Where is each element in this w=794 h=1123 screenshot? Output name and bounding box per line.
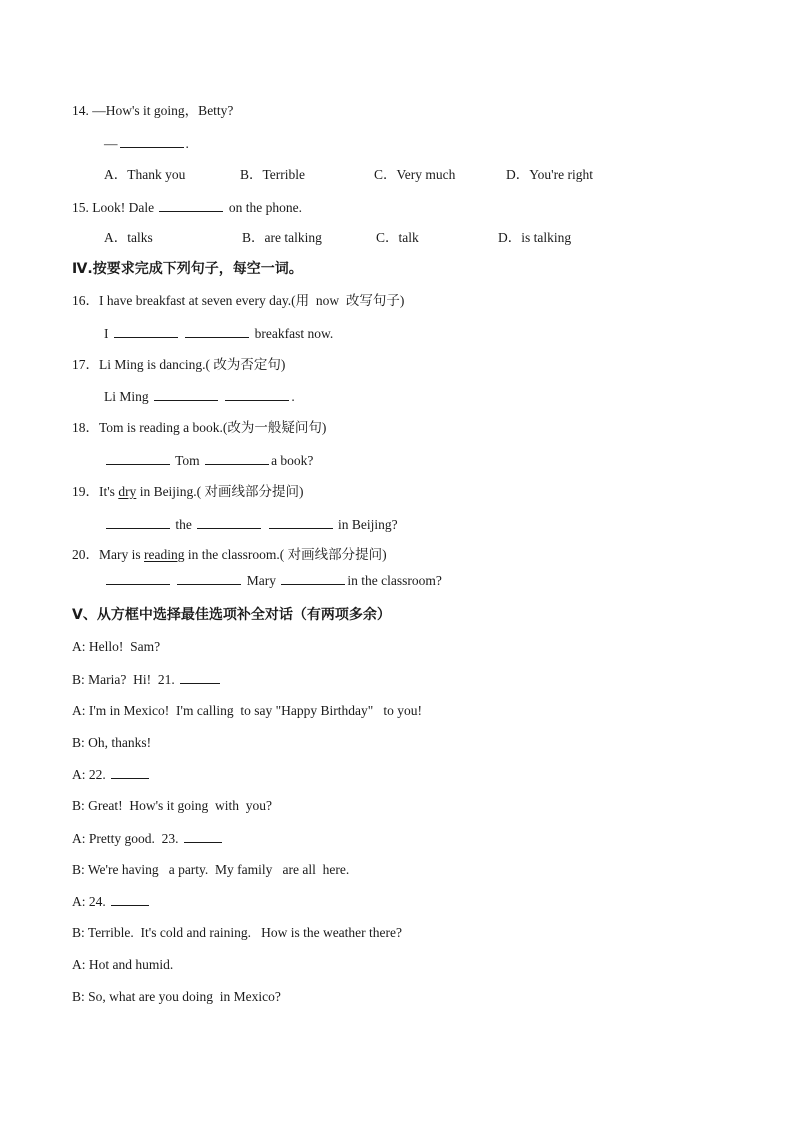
answer-blank[interactable] xyxy=(114,324,178,338)
option-b[interactable]: B．Terrible xyxy=(240,167,306,182)
question-14-answer-line xyxy=(104,134,189,153)
dialogue-line: A: Hot and humid. xyxy=(72,957,174,972)
option-d[interactable]: D．You're right xyxy=(506,167,593,182)
option-c[interactable]: C．Very much xyxy=(374,167,456,182)
answer-blank[interactable] xyxy=(154,387,218,401)
answer-blank[interactable] xyxy=(111,892,149,906)
answer-blank[interactable] xyxy=(106,451,170,465)
underlined-word: reading xyxy=(144,547,185,562)
answer-suffix: breakfast now. xyxy=(251,326,334,341)
dash: — xyxy=(104,136,118,151)
option-d[interactable]: D．is talking xyxy=(498,230,572,245)
dialogue-line xyxy=(72,765,151,784)
stem-prefix: 20．Mary is xyxy=(72,547,144,562)
dialogue-text: A: Pretty good. 23. xyxy=(72,831,182,846)
underlined-word: dry xyxy=(118,484,137,499)
question-17-stem: 17．Li Ming is dancing.( 改为否定句) xyxy=(72,357,286,372)
answer-blank[interactable] xyxy=(185,324,249,338)
answer-suffix: a book? xyxy=(271,453,314,468)
answer-blank[interactable] xyxy=(184,829,222,843)
answer-suffix: in Beijing? xyxy=(334,517,398,532)
answer-blank[interactable] xyxy=(225,387,289,401)
section-4-title: Ⅳ.按要求完成下列句子，每空一词。 xyxy=(72,261,303,277)
stem-suffix: in the classroom.( 对画线部分提问) xyxy=(184,547,387,562)
answer-blank[interactable] xyxy=(177,571,241,585)
answer-blank[interactable] xyxy=(205,451,269,465)
dialogue-line: A: Hello! Sam? xyxy=(72,639,161,654)
answer-prefix: I xyxy=(104,326,112,341)
stem-suffix: on the phone. xyxy=(225,200,302,215)
option-c[interactable]: C．talk xyxy=(376,230,419,245)
dialogue-line: B: We're having a party. My family are all here. xyxy=(72,862,350,877)
dialogue-text: A: 24. xyxy=(72,894,110,909)
question-14-stem: 14. —How's it going，Betty? xyxy=(72,103,234,118)
answer-blank[interactable] xyxy=(111,765,149,779)
section-5-title: Ⅴ、从方框中选择最佳选项补全对话（有两项多余） xyxy=(72,607,391,623)
answer-blank[interactable] xyxy=(106,571,170,585)
option-a[interactable]: A．talks xyxy=(104,230,153,245)
question-19-stem xyxy=(72,483,304,501)
dialogue-line: B: Great! How's it going with you? xyxy=(72,798,273,813)
question-19-answer-line xyxy=(104,515,398,534)
dialogue-line xyxy=(72,670,222,689)
option-b[interactable]: B．are talking xyxy=(242,230,322,245)
dialogue-line: B: Oh, thanks! xyxy=(72,735,152,750)
answer-blank[interactable] xyxy=(120,134,184,148)
question-20-answer-line xyxy=(104,571,442,590)
answer-blank[interactable] xyxy=(197,515,261,529)
question-16-answer-line xyxy=(104,324,333,343)
stem-suffix: in Beijing.( 对画线部分提问) xyxy=(136,484,304,499)
option-a[interactable]: A．Thank you xyxy=(104,167,186,182)
dialogue-text: B: Maria? Hi! 21. xyxy=(72,672,179,687)
answer-blank[interactable] xyxy=(281,571,345,585)
answer-prefix: Li Ming xyxy=(104,389,153,404)
question-18-answer-line xyxy=(104,451,313,470)
dialogue-line xyxy=(72,829,224,848)
answer-blank[interactable] xyxy=(106,515,170,529)
dialogue-line: B: Terrible. It's cold and raining. How is the weather there? xyxy=(72,925,403,940)
question-15-stem xyxy=(72,198,302,217)
answer-suffix: in the classroom? xyxy=(347,573,442,588)
stem-prefix: 15. Look! Dale xyxy=(72,200,158,215)
stem-prefix: 19．It's xyxy=(72,484,119,499)
question-16-stem: 16．I have breakfast at seven every day.(用 now 改写句子) xyxy=(72,293,405,308)
answer-suffix: . xyxy=(291,389,295,404)
answer-blank[interactable] xyxy=(269,515,333,529)
question-17-answer-line xyxy=(104,387,295,406)
dialogue-line: A: I'm in Mexico! I'm calling to say "Happy Birthday" to you! xyxy=(72,703,422,718)
dialogue-line xyxy=(72,892,151,911)
answer-middle: the xyxy=(172,517,196,532)
answer-middle: Mary xyxy=(243,573,280,588)
dialogue-line: B: So, what are you doing in Mexico? xyxy=(72,989,281,1004)
answer-blank[interactable] xyxy=(180,670,220,684)
question-20-stem xyxy=(72,546,387,564)
period: . xyxy=(185,136,189,151)
question-18-stem: 18．Tom is reading a book.(改为一般疑问句) xyxy=(72,420,327,435)
answer-blank[interactable] xyxy=(159,198,223,212)
dialogue-text: A: 22. xyxy=(72,767,110,782)
answer-middle: Tom xyxy=(172,453,204,468)
